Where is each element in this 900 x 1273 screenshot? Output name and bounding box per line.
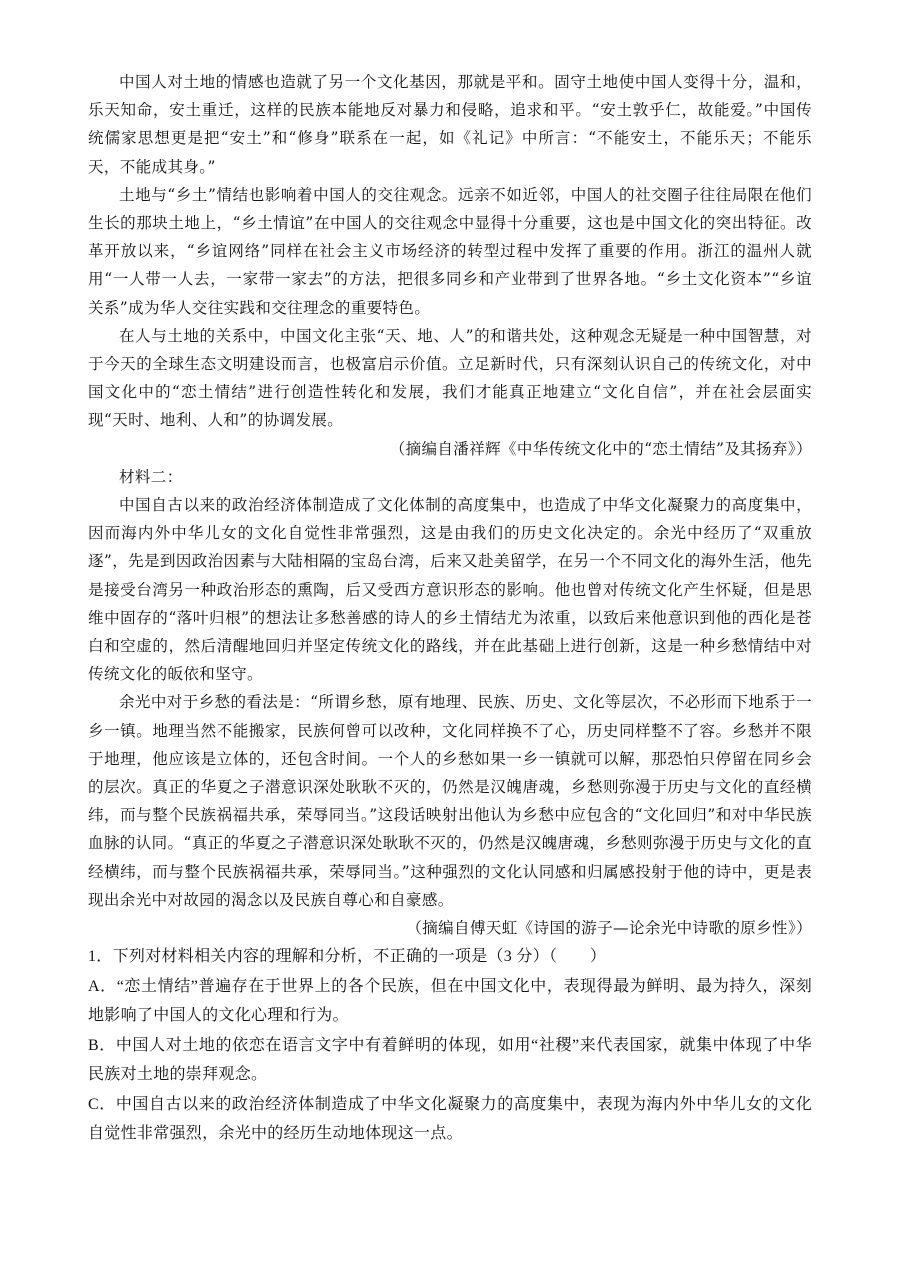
question-1: [88, 942, 812, 1149]
material-label: 材料二：: [119, 467, 183, 486]
paragraph: 在人与土地的关系中，中国文化主张“天、地、人”的和谐共处，这种观念无疑是一种中国智慧，对于今天的全球生态文明建设而言，也极富启示价值。立足新时代，只有深刻认识自己的传统文化，对中国文化中的“恋土情结”进行创造性转化和发展，我们才能真正地建立“文化自信”，并在社会层面实现“天时、地利、人和”的协调发展。: [88, 326, 812, 430]
source-citation: （摘编自潘祥辉《中华传统文化中的“恋土情结”及其扬弃》）: [389, 439, 812, 458]
paragraph: 中国人对土地的情感也造就了另一个文化基因，那就是平和。固守土地使中国人变得十分，温和，乐天知命，安土重迁，这样的民族本能地反对暴力和侵略，追求和平。“安土敦乎仁，故能爱。”中国传统儒家思想更是把“安土”和“修身”联系在一起，如《礼记》中所言：“不能安土，不能乐天；不能乐天，不能成其身。”: [88, 73, 812, 176]
option-b: B．中国人对土地的依恋在语言文字中有着鲜明的体现，如用“社稷”来代表国家，就集中体现了中华民族对土地的崇拜观念。: [88, 1036, 812, 1084]
paragraph: 土地与“乡土”情结也影响着中国人的交往观念。远亲不如近邻，中国人的社交圈子往往局限在他们生长的那块土地上，“乡土情谊”在中国人的交往观念中显得十分重要，这也是中国文化的突出特征。改革开放以来，“乡谊网络”同样在社会主义市场经济的转型过程中发挥了重要的作用。浙江的温州人就用“一人带一人去，一家带一家去”的方法，把很多同乡和产业带到了世界各地。“乡土文化资本”“乡谊关系”成为华人交往实践和交往理念的重要特色。: [88, 185, 812, 317]
option-a: A．“恋土情结”普遍存在于世界上的各个民族，但在中国文化中，表现得最为鲜明、最为持久，深刻地影响了中国人的文化心理和行为。: [88, 977, 812, 1025]
option-c: C．中国自古以来的政治经济体制造成了中华文化凝聚力的高度集中，表现为海内外中华儿女的文化自觉性非常强烈，余光中的经历生动地体现这一点。: [88, 1095, 812, 1143]
paragraph: 余光中对于乡愁的看法是：“所谓乡愁，原有地理、民族、历史、文化等层次，不必形而下地系于一乡一镇。地理当然不能搬家，民族何曾可以改种，文化同样换不了心，历史同样整不了容。乡愁并不限于地理，他应该是立体的，还包含时间。一个人的乡愁如果一乡一镇就可以解，那恐怕只停留在同乡会的层次。真正的华夏之子潜意识深处耿耿不灭的，仍然是汉魄唐魂，乡愁则弥漫于历史与文化的直经横纬，而与整个民族祸福共承，荣辱同当。”这段话映射出他认为乡愁中应包含的“文化回归”和对中华民族血脉的认同。“真正的华夏之子潜意识深处耿耿不灭的，仍然是汉魄唐魂，乡愁则弥漫于历史与文化的直经横纬，而与整个民族祸福共承，荣辱同当。”这种强烈的文化认同感和归属感投射于他的诗中，更是表现出余光中对故园的渴念以及民族自尊心和自豪感。: [88, 693, 812, 909]
material-one: [88, 68, 812, 463]
question-stem: 1．下列对材料相关内容的理解和分析，不正确的一项是（3 分）（ ）: [88, 948, 607, 966]
source-citation: （摘编自傅天虹《诗国的游子—论余光中诗歌的原乡性》）: [406, 919, 812, 938]
paragraph: 中国自古以来的政治经济体制造成了文化体制的高度集中，也造成了中华文化凝聚力的高度集中，因而海内外中华儿女的文化自觉性非常强烈，这是由我们的历史文化决定的。余光中经历了“双重放逐”，先是到因政治因素与大陆相隔的宝岛台湾，后来又赴美留学，在另一个不同文化的海外生活，他先是接受台湾另一种政治形态的熏陶，后又受西方意识形态的影响。他也曾对传统文化产生怀疑，但是思维中固存的“落叶归根”的想法让多愁善感的诗人的乡土情结尤为浓重，以致后来他意识到他的西化是苍白和空虚的，然后清醒地回归并坚定传统文化的路线，并在此基础上进行创新，这是一种乡愁情结中对传统文化的皈依和坚守。: [88, 496, 812, 684]
material-two: [88, 463, 812, 942]
